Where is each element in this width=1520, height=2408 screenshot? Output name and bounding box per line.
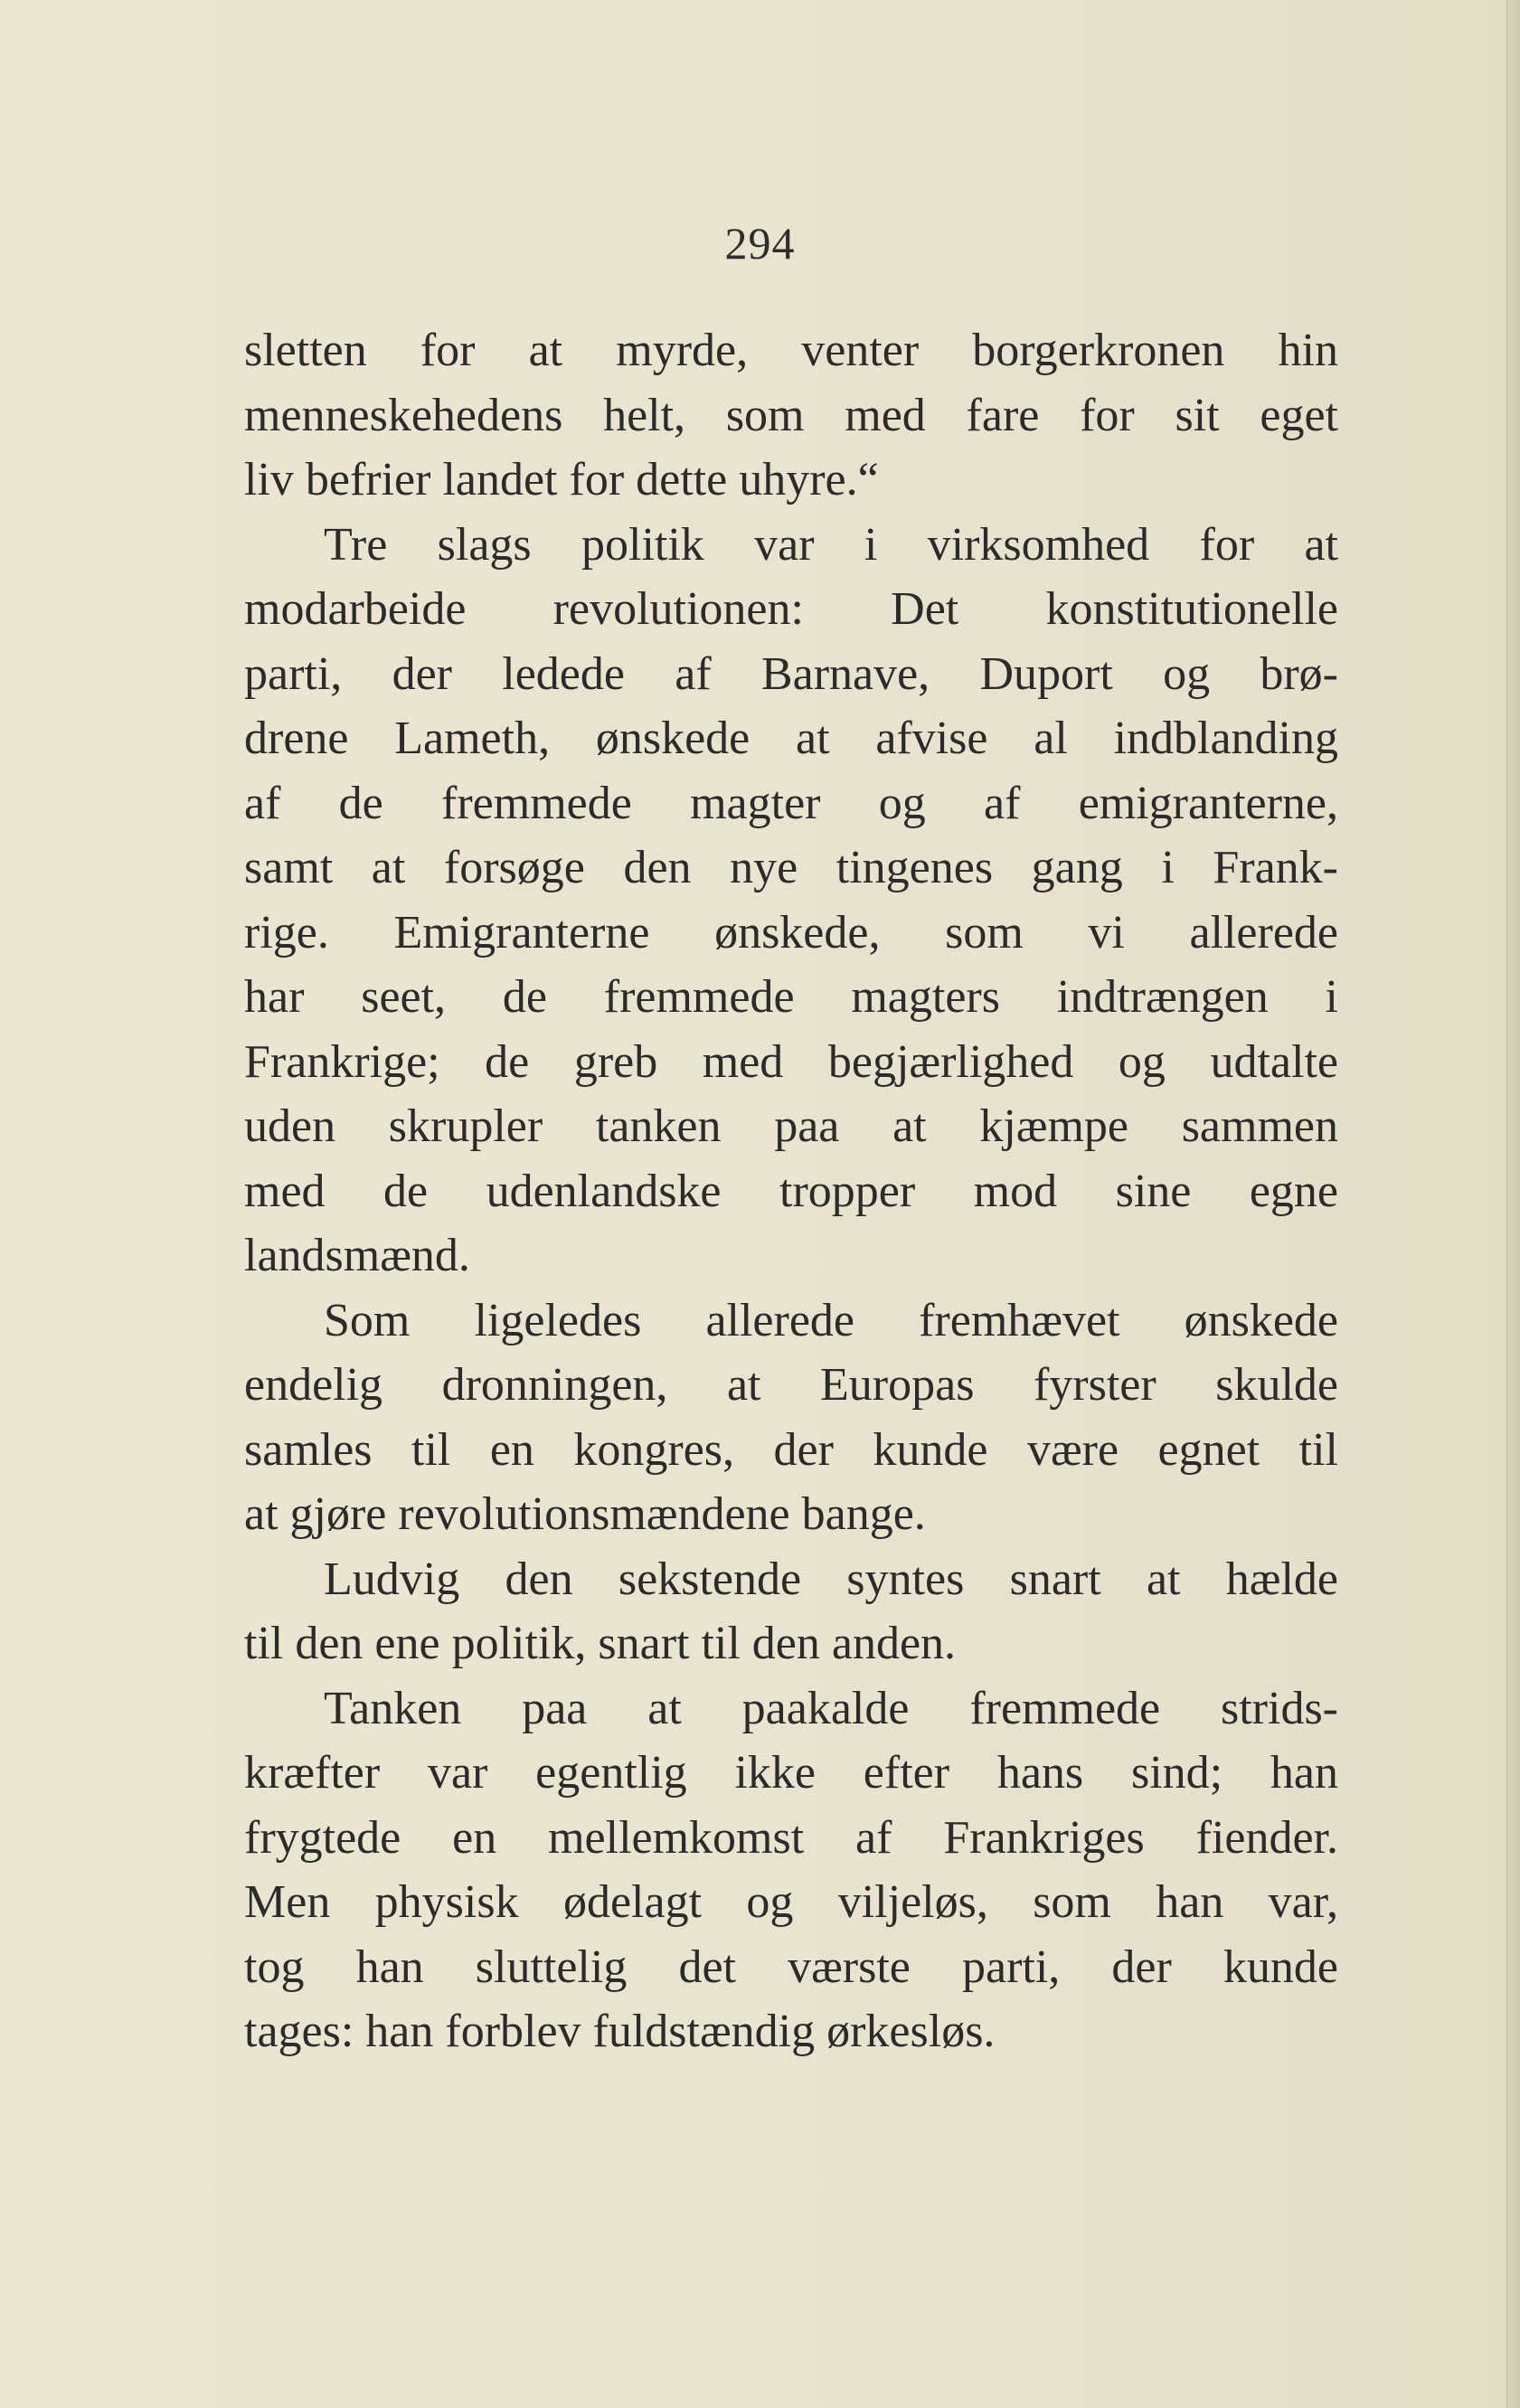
text-line: Tanken paa at paakalde fremmede strids- [324, 1682, 1338, 1734]
text-line: uden skrupler tanken paa at kjæmpe sammen [244, 1100, 1338, 1152]
text-line: landsmænd. [244, 1230, 470, 1281]
text-line: modarbeide revolutionen: Det konstitutionelle [244, 583, 1338, 635]
text-line: tog han sluttelig det værste parti, der kunde [244, 1941, 1338, 1993]
text-line: sletten for at myrde, venter borgerkronen hin [244, 325, 1338, 376]
text-line: drene Lameth, ønskede at afvise al indblanding [244, 713, 1338, 764]
body-text [244, 318, 1338, 2064]
text-line: kræfter var egentlig ikke efter hans sind; han [244, 1747, 1338, 1799]
text-line: til den ene politik, snart til den anden. [244, 1618, 957, 1669]
page-edge [1506, 0, 1520, 2408]
text-line: Frankrige; de greb med begjærlighed og udtalte [244, 1035, 1338, 1088]
text-line: Men physisk ødelagt og viljeløs, som han var, [244, 1876, 1338, 1928]
text-line: liv befrier landet for dette uhyre.“ [244, 454, 879, 505]
text-line: har seet, de fremmede magters indtrængen i [244, 971, 1338, 1023]
text-line: samles til en kongres, der kunde være egnet til [244, 1423, 1338, 1476]
text-line: endelig dronningen, at Europas fyrster skulde [244, 1359, 1338, 1411]
text-line: menneskehedens helt, som med fare for sit eget [244, 389, 1338, 441]
text-line: Tre slags politik var i virksomhed for at [324, 518, 1338, 571]
text-line: Ludvig den sekstende syntes snart at hælde [324, 1553, 1338, 1605]
text-line: at gjøre revolutionsmændene bange. [244, 1488, 926, 1540]
text-line: parti, der ledede af Barnave, Duport og brø- [244, 647, 1338, 700]
text-line: tages: han forblev fuldstændig ørkesløs. [244, 2006, 996, 2057]
text-line: af de fremmede magter og af emigranterne, [244, 777, 1338, 829]
text-line: med de udenlandske tropper mod sine egne [244, 1165, 1338, 1217]
text-line: samt at forsøge den nye tingenes gang i Frank- [244, 842, 1338, 893]
text-line: Som ligeledes allerede fremhævet ønskede [324, 1294, 1338, 1346]
text-line: rige. Emigranterne ønskede, som vi allerede [244, 906, 1338, 958]
text-line: frygtede en mellemkomst af Frankriges fiender. [244, 1811, 1338, 1864]
page-number: 294 [724, 218, 796, 269]
